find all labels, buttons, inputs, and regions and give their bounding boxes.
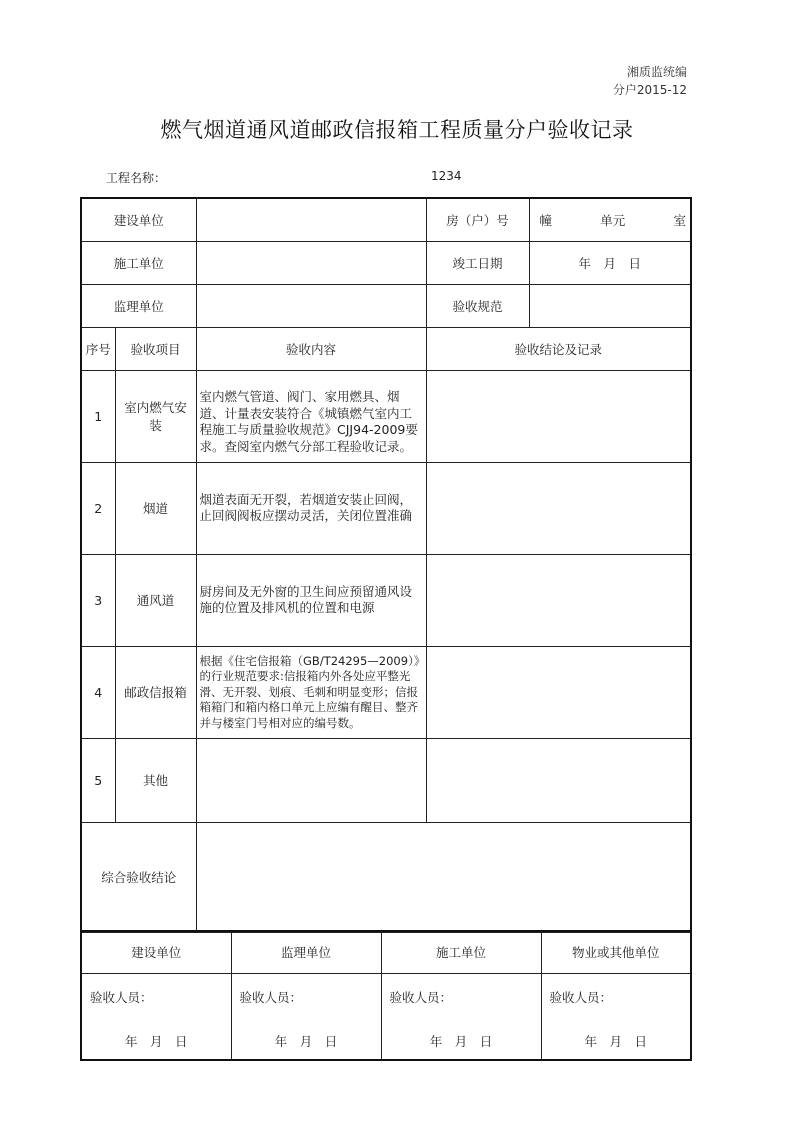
col-header-content: 验收内容 [196,327,426,370]
row-no: 4 [81,646,115,738]
table-row [81,738,691,822]
form-number: 分户2015-12 [612,83,687,97]
room-label: 室 [673,212,686,228]
project-name-label: 工程名称： [106,171,167,185]
signoff-date: 年 月 日 [124,1033,188,1049]
builder-unit-value[interactable] [196,241,426,284]
inspector-label: 验收人员： [90,989,153,1005]
unit-label: 单元 [600,212,626,228]
inspector-label: 验收人员： [549,989,613,1005]
form-code: 湘质监统编 [626,65,687,79]
signoff-date: 年 月 日 [429,1033,493,1049]
row-item: 其他 [115,738,196,822]
completion-date-value[interactable]: 年 月 日 [529,241,691,284]
row-no: 2 [81,462,115,554]
row-item: 烟道 [115,462,196,554]
inspector-label: 验收人员： [239,989,303,1005]
signoff-cell[interactable] [231,973,381,1060]
summary-label: 综合验收结论 [81,822,196,932]
signoff-cell[interactable] [541,973,691,1060]
house-number-label: 房（户）号 [426,198,529,241]
supervision-unit-value[interactable] [196,284,426,327]
signoff-unit-property: 物业或其他单位 [541,931,691,973]
row-item: 室内燃气安装 [115,370,196,462]
spec-label: 验收规范 [426,284,529,327]
spec-value[interactable] [529,284,691,327]
signoff-unit-construction: 建设单位 [81,931,231,973]
row-content: 厨房间及无外窗的卫生间应预留通风设施的位置及排风机的位置和电源 [196,554,426,646]
completion-date-label: 竣工日期 [426,241,529,284]
inspector-label: 验收人员： [389,989,453,1005]
project-name-value: 1234 [431,169,462,183]
row-content: 烟道表面无开裂，若烟道安装止回阀，止回阀阀板应摆动灵活，关闭位置准确 [196,462,426,554]
table-row [81,370,691,462]
row-content: 室内燃气管道、阀门、家用燃具、烟道、计量表安装符合《城镇燃气室内工程施工与质量验收规范》CJJ94-2009要求。查阅室内燃气分部工程验收记录。 [196,370,426,462]
row-conclusion[interactable] [426,554,691,646]
supervision-unit-label: 监理单位 [81,284,196,327]
col-header-item: 验收项目 [115,327,196,370]
page-title: 燃气烟道通风道邮政信报箱工程质量分户验收记录 [160,118,634,142]
table-row [81,646,691,738]
building-label: 幢 [539,212,553,228]
row-item: 邮政信报箱 [115,646,196,738]
row-conclusion[interactable] [426,462,691,554]
col-header-no: 序号 [81,327,115,370]
row-conclusion[interactable] [426,738,691,822]
table-row [81,554,691,646]
table-row [81,462,691,554]
row-item: 通风道 [115,554,196,646]
row-no: 5 [81,738,115,822]
signoff-cell[interactable] [81,973,231,1060]
row-content: 根据《住宅信报箱（GB/T24295—2009）》的行业规范要求:信报箱内外各处应平整光滑、无开裂、划痕、毛刺和明显变形；信报箱箱门和箱内格口单元上应编有醒目、整齐并与楼室门号相对应的编号数。 [196,646,426,738]
row-conclusion[interactable] [426,646,691,738]
col-header-conclusion: 验收结论及记录 [426,327,691,370]
row-no: 1 [81,370,115,462]
summary-value[interactable] [196,822,691,932]
signoff-unit-builder: 施工单位 [381,931,541,973]
signoff-cell[interactable] [381,973,541,1060]
builder-unit-label: 施工单位 [81,241,196,284]
signoff-date: 年 月 日 [584,1033,647,1049]
row-no: 3 [81,554,115,646]
signoff-unit-supervision: 监理单位 [231,931,381,973]
inspection-table [80,197,692,933]
row-content [196,738,426,822]
row-conclusion[interactable] [426,370,691,462]
house-number-value[interactable] [529,198,691,241]
construction-unit-value[interactable] [196,198,426,241]
signoff-date: 年 月 日 [274,1033,338,1049]
signoff-table [80,930,692,1061]
construction-unit-label: 建设单位 [81,198,196,241]
